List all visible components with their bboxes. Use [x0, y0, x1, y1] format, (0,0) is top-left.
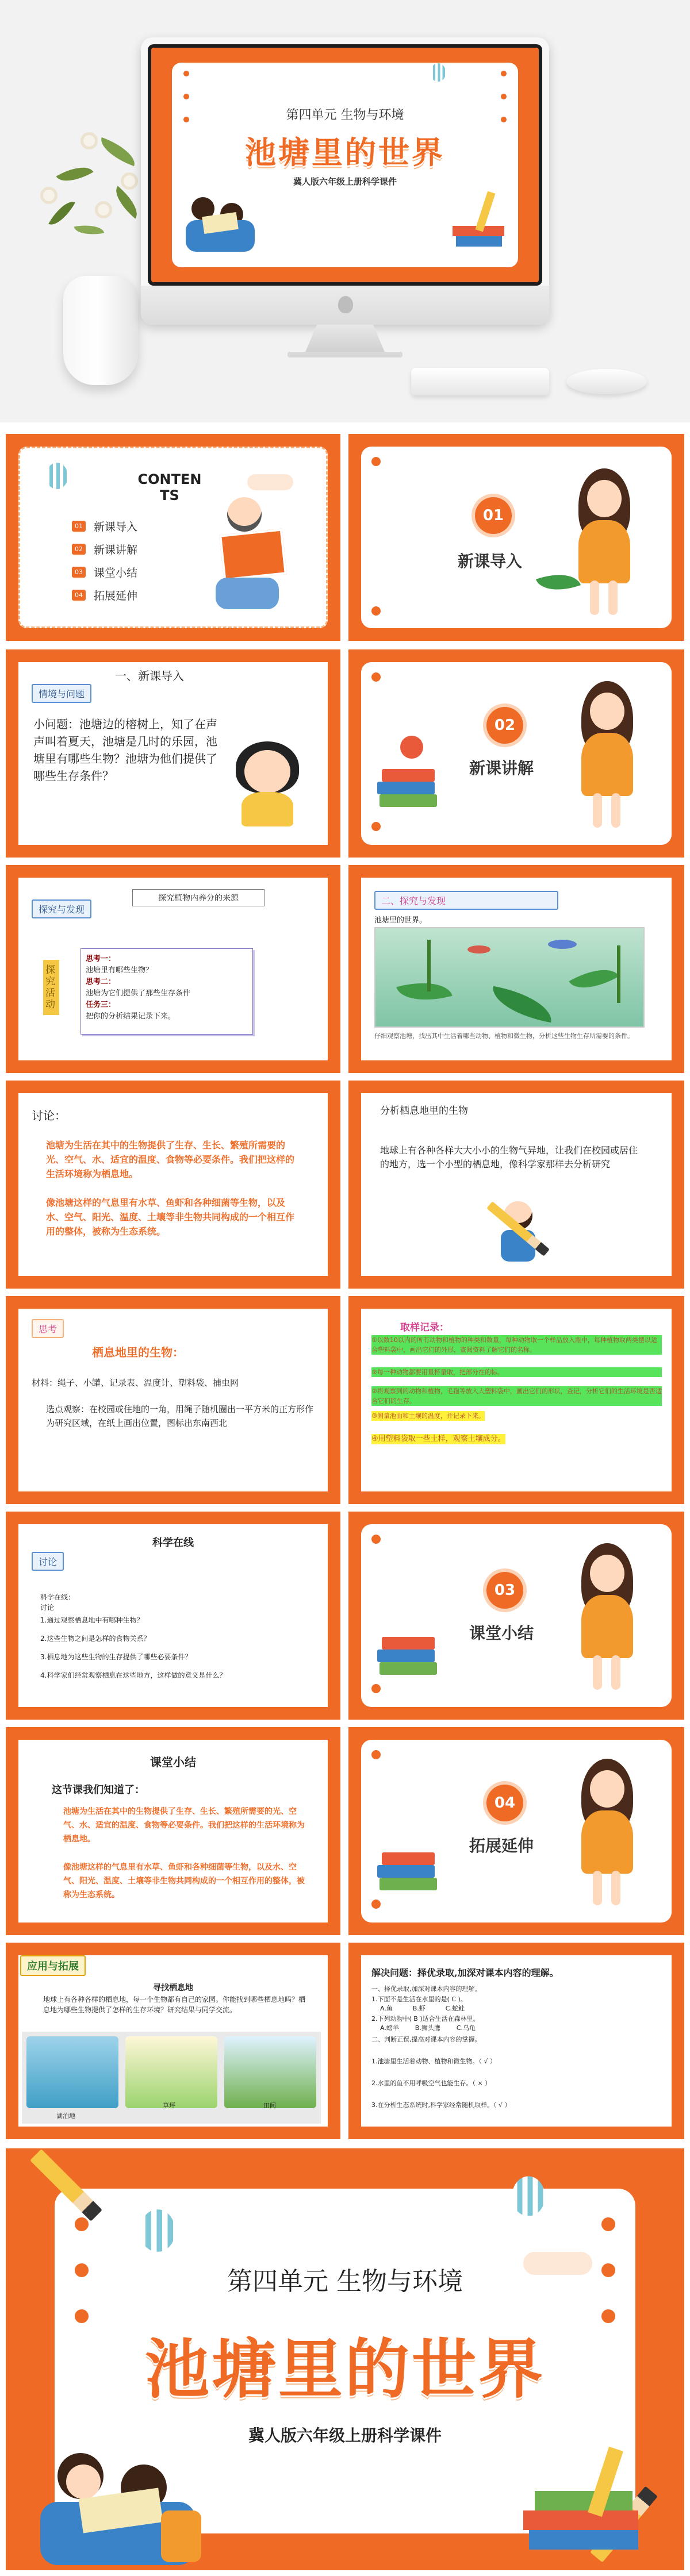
exercise-heading: 解决问题：择优录取,加深对课本内容的理解。: [371, 1967, 559, 1978]
slide-discussion: [6, 1081, 340, 1289]
section-label-01: 新课导入: [458, 552, 523, 571]
pond-caption: 池塘里的世界。: [374, 916, 427, 925]
sampling-heading: 取样记录：: [400, 1322, 449, 1333]
screen-subtitle: 冀人版六年级上册科学课件: [293, 176, 397, 187]
section-label-04: 拓展延伸: [469, 1836, 534, 1855]
imac-monitor: [141, 37, 549, 325]
toc-item[interactable]: 03 课堂小结: [72, 560, 137, 583]
toc-heading: CONTEN TS: [137, 471, 202, 503]
books-stack-illustration: [377, 736, 440, 816]
slide-extend: [6, 1943, 340, 2139]
cover-main-title: 池塘里的世界: [145, 2332, 545, 2407]
slide-section-03: [348, 1512, 684, 1720]
section-number-03: 03: [486, 1572, 523, 1609]
exercise-q1-options: A.鱼 B.虾 C.蛇鲑: [380, 2005, 465, 2012]
keyboard-decoration: [411, 368, 549, 395]
slide-section-02: [348, 649, 684, 858]
explore-tag: 探究与发现: [32, 899, 91, 918]
exercise-j2: 2.水里的鱼不用呼吸空气也能生存。（ × ）: [371, 2079, 492, 2087]
cover-unit-title: 第四单元 生物与环境: [227, 2267, 463, 2296]
books-stack-illustration: [377, 1819, 440, 1900]
exercise-q2: 2.下列动物中( B )适合生活在森林里。: [371, 2015, 480, 2023]
explore-side-label: 探究活动: [43, 960, 59, 1015]
science-question-title: 科学在线：: [40, 1593, 75, 1601]
section-label-02: 新课讲解: [469, 759, 534, 778]
summary-para2: 像池塘这样的气息里有水草、鱼虾和各种细菌等生物，以及水、空气、阳光、温度、土壤等非生物共同构成的一个相互作用的整体，被称为生态系统。: [63, 1863, 305, 1900]
exercise-j1: 1.池塘里生活着动物、植物和微生物。（ √ ）: [371, 2058, 496, 2065]
summary-heading: 课堂小结: [150, 1755, 196, 1769]
intro-body: 小问题：池塘边的榕树上，知了在声声叫着夏天，池塘是几时的乐园，池塘里有哪些生物？池塘为他们提供了哪些生存条件？: [33, 717, 217, 783]
slide-intro: [6, 649, 340, 858]
mouse-decoration: [566, 369, 647, 394]
slide-section-04: [348, 1727, 684, 1935]
explore-box-title: 探究植物内养分的来源: [132, 889, 264, 906]
exercise-j3: 3.在分析生态系统时,科学家经常随机取样。（ √ ）: [371, 2101, 511, 2109]
exercise-q2-options: A.螃羊 B.狮头鹰 C.乌龟: [380, 2024, 476, 2032]
habitat-materials: 材料：绳子、小罐、记录表、温度计、塑料袋、捕虫网: [32, 1378, 239, 1388]
boy-with-sign-illustration: [204, 497, 290, 612]
slide-analysis: [348, 1081, 684, 1289]
science-q1: 1.通过观察栖息地中有哪种生物？: [40, 1616, 144, 1624]
girl-sitting-illustration: [567, 468, 647, 618]
habitat-photo-label: 田间: [263, 2102, 276, 2109]
girl-sitting-illustration: [570, 1759, 656, 1914]
intro-heading: 一、新课导入: [115, 669, 184, 683]
books-tools-illustration: [447, 191, 510, 255]
books-stack-illustration: [377, 1604, 440, 1684]
habitat-tag: 思考: [32, 1319, 64, 1338]
discussion-para1: 池塘为生活在其中的生物提供了生存、生长、繁殖所需要的光、空气、水、适宜的温度、食物等必要条件。我们把这样的生活环境称为栖息地。: [46, 1140, 295, 1179]
section-label-03: 课堂小结: [469, 1624, 534, 1643]
books-tools-illustration: [512, 2447, 650, 2562]
sampling-line3: ②将观察到的动物和植物，毛孢等放入大塑料袋中，画出它们的形状，查记，分析它们的生活环境是否适合它们的生存。: [371, 1387, 662, 1405]
screen-unit-title: 第四单元 生物与环境: [286, 108, 404, 122]
slide-habitat-task: [6, 1296, 340, 1504]
slide-explore: [6, 865, 340, 1073]
hero-mockup: [0, 0, 690, 422]
slide-sampling: [348, 1296, 684, 1504]
section-number-04: 04: [486, 1785, 523, 1821]
toc-item[interactable]: 02 新课讲解: [72, 537, 137, 560]
sampling-line1: ①以数10以内的所有动物和植物的种类和数量，每种动物取一个样品放入瓶中，每种植物取两类摆以适合塑料袋中，画出它们的外形，查阅资料了解它们的名称。: [371, 1335, 662, 1355]
explore-question-box: 思考一： 池塘里有哪些生物？ 思考二： 池塘为它们提供了那些生存条件 任务三： 把你的分析结果记录下来。: [80, 948, 253, 1035]
toc-item[interactable]: 04 拓展延伸: [72, 583, 137, 606]
slide-section-01: [348, 434, 684, 641]
science-q4: 4.科学家们经常观察栖息在这些地方，这样做的意义是什么？: [40, 1671, 227, 1679]
extend-body: 地球上有各种各样的栖息地，每一个生物都有自己的家园。你能找到哪些栖息地吗？栖息地为哪些生物提供了怎样的生存环境？研究结果与同学交流。: [43, 1996, 306, 2014]
slide-toc: [6, 434, 340, 641]
girl-sitting-illustration: [570, 681, 656, 836]
sampling-line4: ③测量池面和土壤的温度，并记录下来。: [371, 1412, 485, 1420]
pond-tag: 二、探究与发现: [374, 891, 558, 910]
kids-reading-illustration: [186, 191, 260, 255]
exercise-section1: 一、择优录取,加深对课本内容的理解。: [371, 1985, 481, 1993]
extend-tag: 应用与拓展: [20, 1955, 86, 1976]
vase-plant-decoration: [40, 132, 150, 385]
science-q2: 2.这些生物之间是怎样的食物关系？: [40, 1635, 151, 1643]
sampling-line5: ④用塑料袋取一些土样，观察土壤成分。: [371, 1435, 505, 1443]
apple-logo-icon: [338, 296, 353, 313]
pond-note: 仔细观察池塘，找出其中生活着哪些动物、植物和微生物，分析这些生物生存所需要的条件。: [374, 1032, 634, 1040]
pond-illustration: [374, 927, 645, 1028]
toc-item[interactable]: 01 新课导入: [72, 514, 137, 537]
discussion-heading: 讨论：: [32, 1109, 66, 1122]
analysis-body: 地球上有各种各样大大小小的生物气异地，让我们在校园或居住的地方，选一个小型的栖息地，像科学家那样去分析研究: [380, 1145, 638, 1170]
extend-heading: 寻找栖息地: [153, 1983, 193, 1993]
science-q3: 3.栖息地为这些生物的生存提供了哪些必要条件？: [40, 1653, 192, 1661]
girl-sitting-illustration: [570, 1543, 656, 1698]
analysis-heading: 分析栖息地里的生物: [380, 1105, 468, 1117]
sampling-line2: ②每一种动物都要用量杯量取，把部分在的标。: [371, 1367, 662, 1377]
science-heading: 科学在线: [152, 1537, 194, 1549]
boy-with-pencil-illustration: [486, 1201, 555, 1270]
discussion-para2: 像池塘这样的气息里有水草、鱼虾和各种细菌等生物，以及水、空气、阳光、温度、土壤等非生物共同构成的一个相互作用的整体，被称为生态系统。: [46, 1197, 295, 1237]
kids-reading-illustration: [40, 2447, 213, 2568]
cover-subtitle: 冀人版六年级上册科学课件: [248, 2426, 442, 2445]
exercise-q1: 1.下面不是生活在水里的是( C )。: [371, 1996, 467, 2003]
habitat-photo-label: 草坪: [163, 2102, 175, 2109]
section-number-02: 02: [486, 707, 523, 744]
habitat-heading: 栖息地里的生物：: [92, 1345, 184, 1359]
slide-science-online: [6, 1512, 340, 1720]
habitat-photo-label: 湖泊地: [56, 2112, 75, 2120]
section-number-01: 01: [475, 497, 512, 534]
summary-para1: 池塘为生活在其中的生物提供了生存、生长、繁殖所需要的光、空气、水、适宜的温度、食物等必要条件。我们把这样的生活环境称为栖息地。: [63, 1807, 305, 1844]
intro-tag: 情境与问题: [32, 684, 91, 703]
science-tag: 讨论: [32, 1552, 64, 1571]
science-question-sub: 讨论: [40, 1604, 55, 1612]
imac-screen: [148, 44, 542, 286]
slide-summary: [6, 1727, 340, 1935]
toc-list: [72, 514, 137, 606]
exercise-section2: 二、判断正误,提高对课本内容的掌握。: [371, 2036, 481, 2043]
screen-main-title: 池塘里的世界: [245, 134, 445, 171]
slide-exercise: [348, 1943, 684, 2139]
habitat-photo-strip: [22, 2032, 321, 2124]
habitat-steps: 选点观察：在校园或住地的一角，用绳子随机圈出一平方米的正方形作为研究区域，在纸上画出位置，图标出东南西北: [46, 1404, 314, 1428]
thinking-girl-illustration: [230, 741, 305, 828]
summary-lead: 这节课我们知道了：: [52, 1784, 145, 1796]
slide-cover-final: [6, 2148, 684, 2570]
slide-pond-observe: [348, 865, 684, 1073]
